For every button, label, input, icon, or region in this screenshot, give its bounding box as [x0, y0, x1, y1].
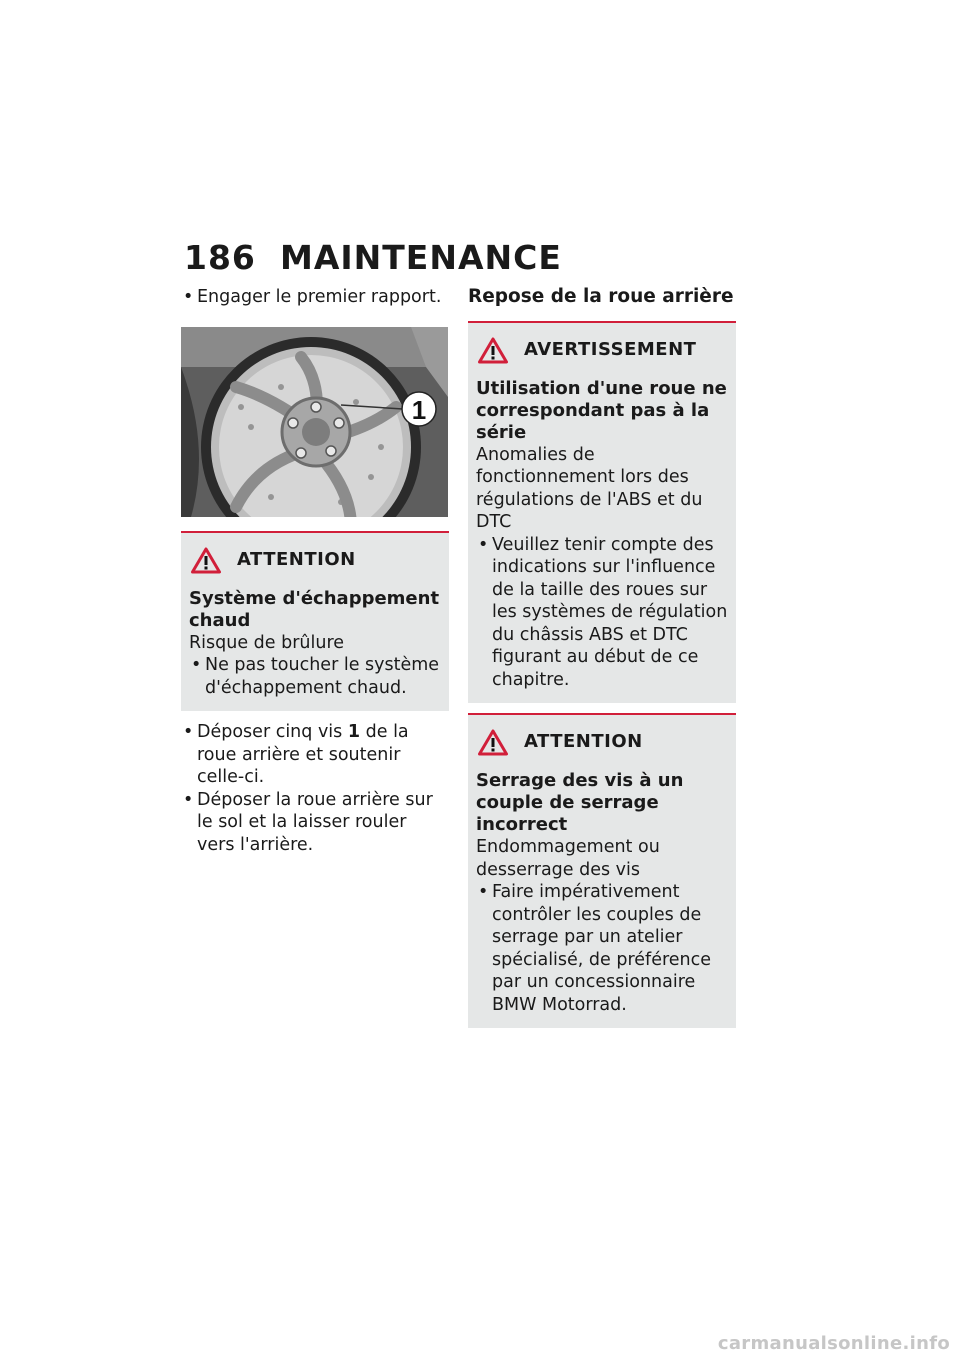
notice-action: • Faire impérativement contrôler les couples de serrage par un atelier spécialisé, de préférence par un concessionnaire BMW Motorrad.	[476, 881, 728, 1016]
notice-consequence: Risque de brûlure	[189, 632, 345, 653]
list-item: • Déposer la roue arrière sur le sol et la laisser rouler vers l'arrière.	[181, 789, 449, 857]
rear-wheel-photo	[181, 327, 448, 517]
notice-consequence: Anomalies de fonctionnement lors des régulations de l'ABS et du DTC	[476, 444, 703, 532]
list-item: • Déposer cinq vis 1 de la roue arrière et soutenir celle-ci.	[181, 721, 449, 789]
notice-action: • Ne pas toucher le système d'échappement chaud.	[189, 654, 441, 699]
warning-triangle-icon	[191, 547, 221, 574]
warning-notice-wheel	[468, 321, 736, 704]
notice-action: • Veuillez tenir compte des indications sur l'influence de la taille des roues sur les systèmes de régulation du châssis ABS et DTC figurant au début de ce chapitre.	[476, 534, 728, 692]
notice-label: ATTENTION	[524, 731, 643, 753]
notice-title: Serrage des vis à un couple de serrage incorrect	[476, 770, 684, 835]
notice-label: ATTENTION	[237, 548, 356, 570]
attention-notice-exhaust	[181, 531, 449, 712]
rear-wheel-illustration	[181, 327, 448, 517]
warning-triangle-icon	[478, 729, 508, 756]
page-header	[184, 238, 562, 277]
notice-title: Système d'échappement chaud	[189, 587, 440, 631]
section-heading: Repose de la roue arrière	[468, 286, 734, 307]
right-column	[468, 286, 736, 1028]
attention-notice-torque	[468, 713, 736, 1028]
warning-triangle-icon	[478, 337, 508, 364]
photo-callout-label: 1	[411, 394, 427, 425]
callout-number: 1	[347, 722, 361, 742]
watermark: carmanualsonline.info	[717, 1333, 950, 1354]
page-number: 186	[184, 238, 256, 277]
list-item: • Engager le premier rapport.	[181, 286, 449, 309]
notice-title: Utilisation d'une roue ne correspondant pas à la série	[476, 377, 727, 443]
notice-consequence: Endommagement ou desserrage des vis	[476, 837, 660, 880]
section-title: MAINTENANCE	[280, 238, 562, 277]
left-column	[181, 286, 449, 856]
notice-label: AVERTISSEMENT	[524, 338, 697, 360]
